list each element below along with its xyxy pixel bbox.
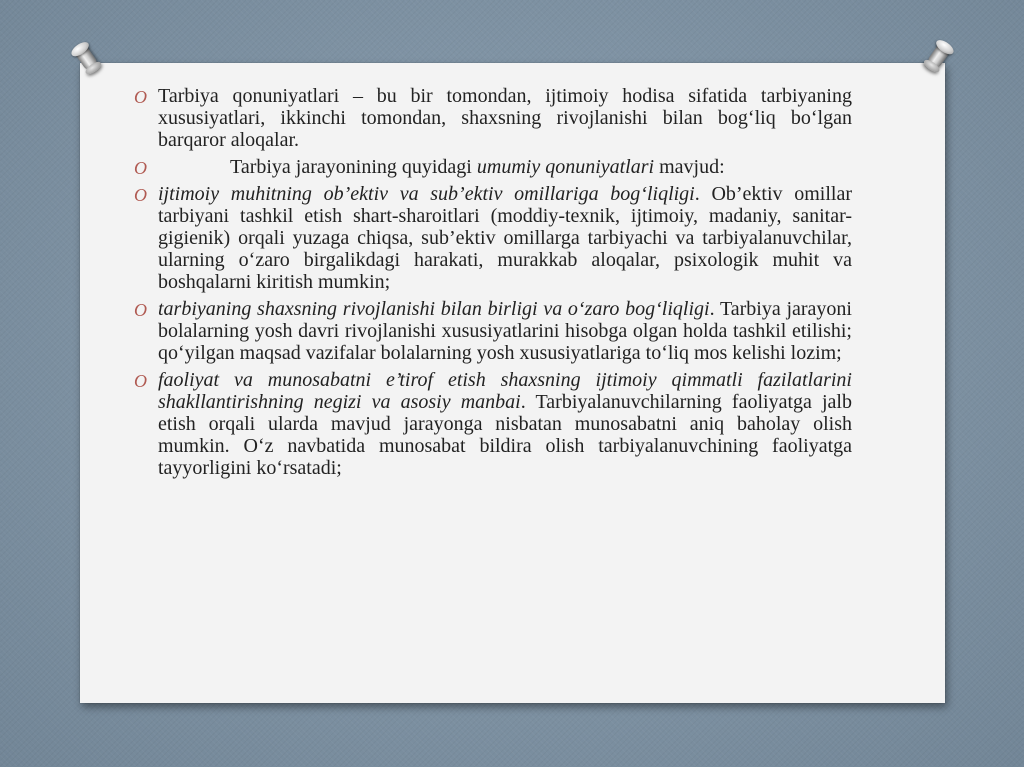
- slide-content: [112, 85, 852, 484]
- bullet-marker-icon: O: [134, 87, 147, 107]
- bullet-text: . Tarbiyalanuvchilarning faoliyatga jalb etish orqali ularda mavjud jarayonga nisbatan munosabatni aniq baholay olish mumkin. O‘z navbatida munosabat bildira olish tarbiyalanuvchining faoliyatga tayyorligini ko‘rsatadi;: [158, 391, 852, 479]
- bullet-item-environment: [112, 183, 852, 293]
- bullet-marker-icon: O: [134, 185, 147, 205]
- bullet-item-activity: [112, 369, 852, 479]
- bullet-item-definition: [112, 85, 852, 151]
- bullet-text-italic: ijtimoiy muhitning ob’ektiv va sub’ektiv omillariga bog‘liqligi: [158, 183, 695, 205]
- bullet-item-development: [112, 298, 852, 364]
- bullet-text: mavjud:: [654, 156, 725, 178]
- bullet-text-italic: faoliyat va munosabatni e’tirof etish shaxsning ijtimoiy qimmatli fazilatlarini shakllantirishning negizi va asosiy manbai: [158, 369, 852, 413]
- bullet-text: Tarbiya qonuniyatlari – bu bir tomondan, ijtimoiy hodisa sifatida tarbiyaning xususiyatlari, ikkinchi tomondan, shaxsning rivojlanishi bilan bog‘liq bo‘lgan barqaror aloqalar.: [158, 85, 852, 151]
- bullet-marker-icon: O: [134, 300, 147, 320]
- bullet-marker-icon: O: [134, 371, 147, 391]
- bullet-text: . Ob’ektiv omillar tarbiyani tashkil etish shart-sharoitlari (moddiy-texnik, ijtimoiy, madaniy, sanitar-gigienik) orqali yuzaga chiqsa, sub’ektiv omillarga tarbiyachi va tarbiyalanuvchilar, ularning o‘zaro birgalikdagi harakati, murakkab aloqalar, psixologik muhit va boshqalarni kiritish mumkin;: [158, 183, 852, 293]
- bullet-text-italic: umumiy qonuniyatlari: [476, 156, 655, 178]
- bullet-text: Tarbiya jarayonining quyidagi: [230, 156, 477, 178]
- bullet-text-italic: tarbiyaning shaxsning rivojlanishi bilan birligi va o‘zaro bog‘liqligi: [158, 298, 710, 320]
- bullet-marker-icon: O: [134, 158, 147, 178]
- bullet-list: [112, 85, 852, 479]
- bullet-item-intro: [112, 156, 852, 178]
- bullet-text: . Tarbiya jarayoni bolalarning yosh davri rivojlanishi xususiyatlarini hisobga olgan holda tashkil etilishi; qo‘yilgan maqsad vazifalar bolalarning yosh xususiyatlariga to‘liq mos kelishi lozim;: [158, 298, 852, 364]
